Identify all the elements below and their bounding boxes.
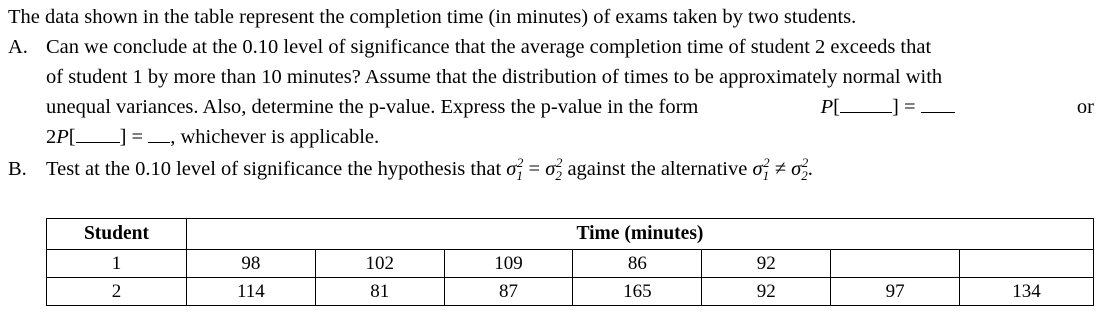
part-a-line-1: Can we conclude at the 0.10 level of significance that the average completion time of student 2 exceeds that bbox=[46, 36, 932, 58]
time-column-header: Time (minutes) bbox=[186, 219, 1093, 250]
student-column-header: Student bbox=[47, 219, 187, 250]
part-a-line-2: of student 1 by more than 10 minutes? Assume that the distribution of times to be approximately normal with bbox=[46, 66, 943, 88]
p-value-form-two-sided: 2P[ ] = , bbox=[46, 126, 176, 148]
data-table bbox=[46, 218, 1094, 306]
alternative-hypothesis-formula: $\sigma_1^2 \ne \sigma_2^2$. bbox=[752, 155, 814, 184]
time-cell: 165 bbox=[573, 278, 702, 306]
table-row bbox=[47, 278, 1094, 306]
intro-text: The data shown in the table represent the completion time (in minutes) of exams taken by two students. bbox=[8, 6, 857, 28]
time-cell: 102 bbox=[315, 250, 444, 278]
part-a-label: A. bbox=[8, 36, 28, 58]
part-b-label: B. bbox=[8, 158, 27, 180]
time-cell: 98 bbox=[186, 250, 315, 278]
student-cell: 1 bbox=[47, 250, 187, 278]
part-a-line-3-text: unequal variances. Also, determine the p-value. Express the p-value in the form bbox=[46, 96, 699, 118]
null-hypothesis-formula: $\sigma_1^2 = \sigma_2^2$ bbox=[506, 155, 563, 184]
part-b-text-mid: against the alternative bbox=[567, 158, 748, 180]
time-cell: 134 bbox=[960, 278, 1094, 306]
time-cell: 114 bbox=[186, 278, 315, 306]
part-a-line-3-or: or bbox=[1076, 96, 1094, 118]
time-cell: 81 bbox=[315, 278, 444, 306]
time-cell: 87 bbox=[444, 278, 573, 306]
p-value-form-one-sided: P[ ] = bbox=[821, 94, 955, 120]
part-b-line bbox=[46, 156, 813, 182]
time-cell: 86 bbox=[573, 250, 702, 278]
time-cell: 92 bbox=[702, 278, 831, 306]
time-cell: 92 bbox=[702, 250, 831, 278]
time-cell bbox=[831, 250, 960, 278]
part-b-text-start: Test at the 0.10 level of significance the hypothesis that bbox=[46, 158, 502, 180]
time-cell bbox=[960, 250, 1094, 278]
table-row bbox=[47, 250, 1094, 278]
part-a-line-4 bbox=[46, 124, 379, 150]
part-a-line-3 bbox=[46, 94, 1094, 120]
time-cell: 97 bbox=[831, 278, 960, 306]
student-cell: 2 bbox=[47, 278, 187, 306]
table-header-row bbox=[47, 219, 1094, 250]
part-a-line-4-text: whichever is applicable. bbox=[180, 126, 380, 148]
time-cell: 109 bbox=[444, 250, 573, 278]
